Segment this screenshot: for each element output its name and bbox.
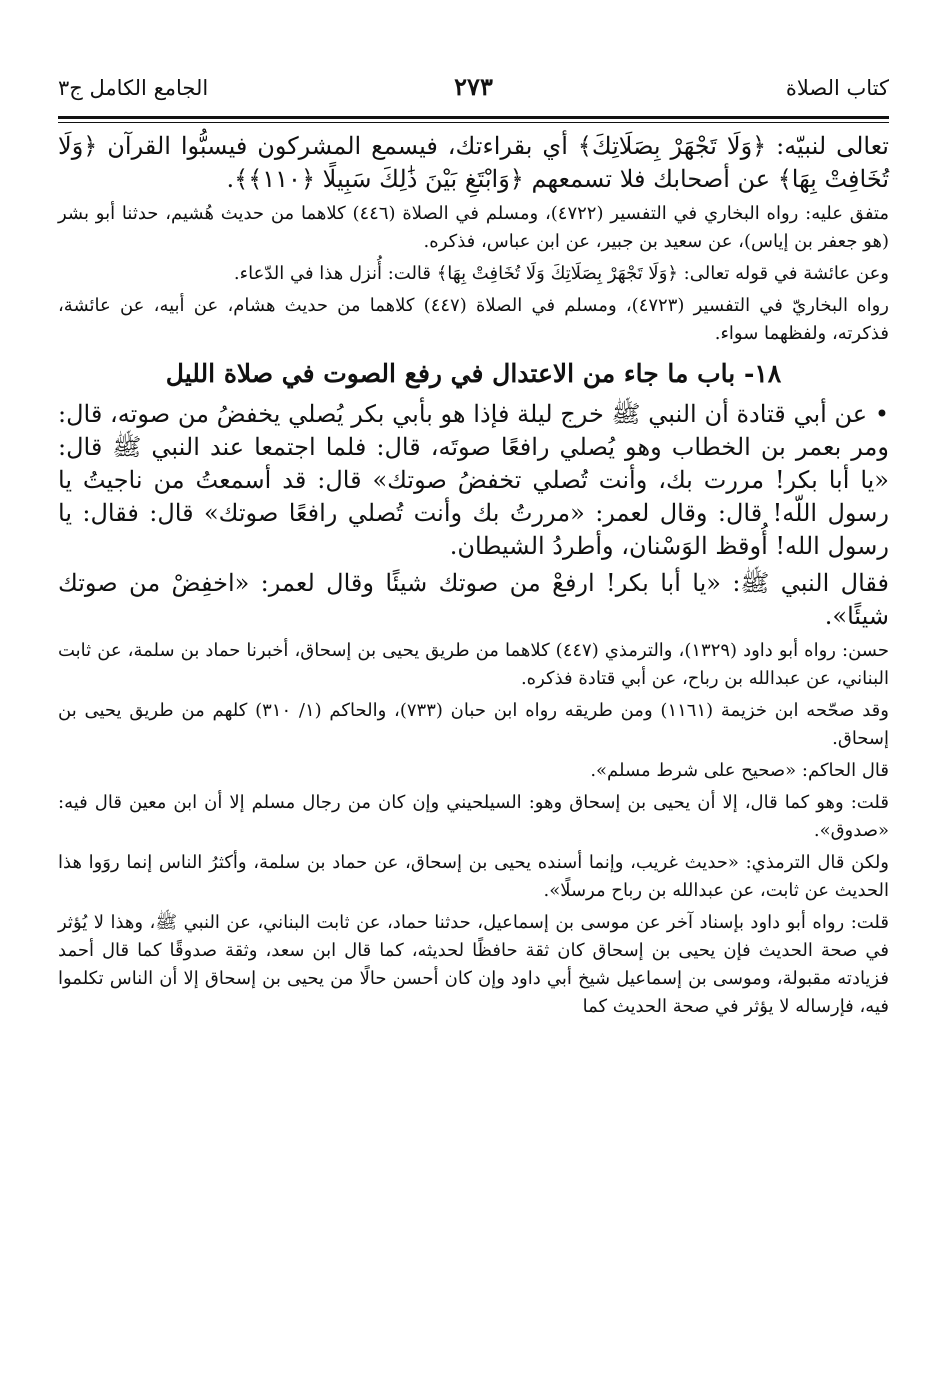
commentary-paragraph: رواه البخاريّ في التفسير (٤٧٢٣)، ومسلم في الصلاة (٤٤٧) كلاهما من حديث هشام، عن أبيه، عن عائشة، فذكرته، ولفظهما سواء. xyxy=(58,295,889,344)
hadith-paragraph: • عن أبي قتادة أن النبي ﷺ خرج ليلة فإذا هو بأبي بكر يُصلي يخفضُ من صوته، قال: ومر بعمر بن الخطاب وهو يُصلي رافعًا صوتَه، قال: فلما اجتمعا عند النبي ﷺ قال: «يا أبا بكر! مررت بك، وأنت تُصلي تخفضُ صوتك» قال: قد أسمعتُ من ناجيتُ يا رسول اللّه! قال: وقال لعمر: «مررتُ بك وأنت تُصلي رافعًا صوتك» قال: فقال: يا رسول الله! أُوقظ الوَسْنان، وأطردُ الشيطان. xyxy=(58,400,889,560)
commentary-paragraph: وعن عائشة في قوله تعالى: ﴿وَلَا تَجْهَرْ بِصَلَاتِكَ وَلَا تُخَافِتْ بِهَا﴾ قالت: أُنزل هذا في الدّعاء. xyxy=(233,263,889,284)
commentary-paragraph: قال الحاكم: «صحيح على شرط مسلم». xyxy=(590,760,889,781)
commentary-paragraph: قلت: وهو كما قال، إلا أن يحيى بن إسحاق وهو: السيلحيني وإن كان من رجال مسلم إلا أن ابن معين قال فيه: «صدوق». xyxy=(58,792,889,841)
page-body xyxy=(58,130,889,1387)
hadith-paragraph: فقال النبي ﷺ: «يا أبا بكر! ارفعْ من صوتك شيئًا وقال لعمر: «اخفِضْ من صوتك شيئًا». xyxy=(58,569,889,630)
commentary-paragraph: متفق عليه: رواه البخاري في التفسير (٤٧٢٢)، ومسلم في الصلاة (٤٤٦) كلاهما من حديث هُشيم، حدثنا أبو بشر (هو جعفر بن إياس)، عن سعيد بن جبير، عن ابن عباس، فذكره. xyxy=(58,203,890,252)
commentary-paragraph: وقد صحّحه ابن خزيمة (١١٦١) ومن طريقه رواه ابن حبان (٧٣٣)، والحاكم (١/ ٣١٠) كلهم من طريق يحيى بن إسحاق. xyxy=(58,700,889,749)
commentary-paragraph: ولكن قال الترمذي: «حديث غريب، وإنما أسنده يحيى بن إسحاق، عن حماد بن سلمة، وأكثرُ الناس إنما روَوا هذا الحديث عن ثابت، عن عبدالله بن رباح مرسلًا». xyxy=(58,852,889,901)
commentary-paragraph: حسن: رواه أبو داود (١٣٢٩)، والترمذي (٤٤٧) كلاهما من طريق يحيى بن إسحاق، أخبرنا حماد بن سلمة، عن ثابت البناني، عن عبدالله بن رباح، عن أبي قتادة فذكره. xyxy=(58,640,889,689)
page-number: ٢٧٣ xyxy=(454,72,493,101)
main-paragraph: تعالى لنبيّه: ﴿وَلَا تَجْهَرْ بِصَلَاتِكَ﴾ أي بقراءتك، فيسمع المشركون فيسبُّوا القرآن ﴿وَلَا تُخَافِتْ بِهَا﴾ عن أصحابك فلا تسمعهم ﴿وَابْتَغِ بَيْنَ ذَٰلِكَ سَبِيلًا ﴿١١٠﴾﴾. xyxy=(58,132,889,193)
header-rule-thick xyxy=(58,116,889,119)
book-title: الجامع الكامل ج٣ xyxy=(58,76,209,100)
page-header xyxy=(58,68,889,114)
header-rule-thin xyxy=(58,122,889,123)
section-heading: ١٨- باب ما جاء من الاعتدال في رفع الصوت في صلاة الليل xyxy=(165,359,782,388)
chapter-title: كتاب الصلاة xyxy=(785,76,889,100)
commentary-paragraph: قلت: رواه أبو داود بإسناد آخر عن موسى بن إسماعيل، حدثنا حماد، عن ثابت البناني، عن النبي ﷺ، وهذا لا يُؤثر في صحة الحديث فإن يحيى بن إسحاق كان ثقة حافظًا لحديثه، كما قال ابن سعد، وثقة صدوقًا كما قال أحمد فزيادته مقبولة، وموسى بن إسماعيل شيخ أبي داود وإن كان أحسن حالًا من يحيى بن إسحاق إلا أن الناس تكلموا فيه، فإرساله لا يؤثر في صحة الحديث كما xyxy=(58,912,889,1017)
